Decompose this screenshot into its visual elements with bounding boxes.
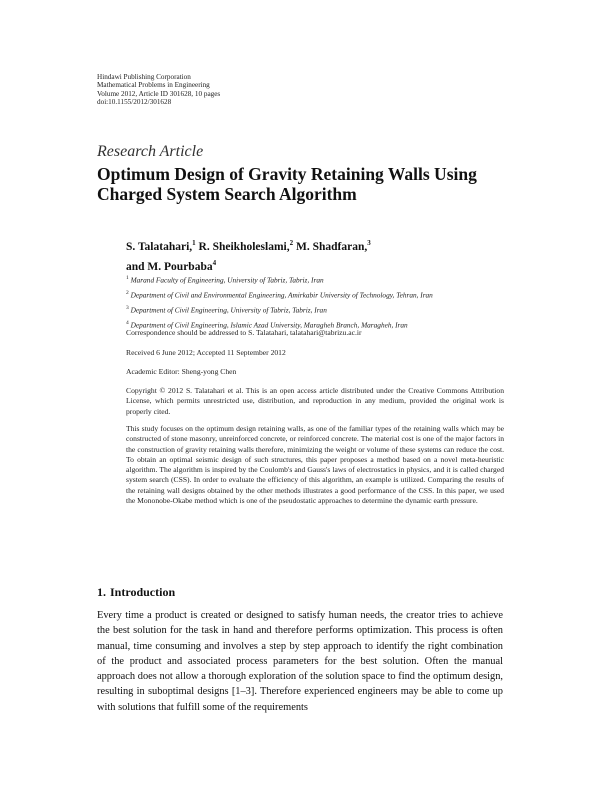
author-name: S. Talatahari, <box>126 240 193 253</box>
author-name: M. Shadfaran, <box>293 240 368 253</box>
doi-line: doi:10.1155/2012/301628 <box>97 98 172 107</box>
affiliation-mark: 3 <box>126 304 129 311</box>
affiliation-mark: 2 <box>126 289 129 296</box>
paper-title: Optimum Design of Gravity Retaining Walls Using Charged System Search Algorithm <box>97 164 477 204</box>
affiliation-text: Marand Faculty of Engineering, University of Tabriz, Tabriz, Iran <box>130 275 324 285</box>
author-line-1 <box>126 235 516 255</box>
publisher-line: Hindawi Publishing Corporation <box>97 73 191 81</box>
author-name: and M. Pourbaba <box>126 260 213 273</box>
affiliation-text: Department of Civil Engineering, University of Tabriz, Tabriz, Iran <box>130 305 327 315</box>
section-heading <box>97 585 179 600</box>
affiliation-item <box>126 272 516 287</box>
affiliation-mark: 1 <box>126 275 129 281</box>
section-number: 1. <box>97 585 106 599</box>
journal-name-line: Mathematical Problems in Engineering <box>97 81 210 90</box>
section-title-text: Introduction <box>110 585 176 599</box>
copyright-notice: Copyright © 2012 S. Talatahari et al. This is an open access article distributed under the Creative Commons Attribution License, which permits unrestricted use, distribution, and reproduction in any medium, provided the original work is properly cited. <box>126 386 504 416</box>
affiliation-item <box>126 302 516 317</box>
affiliation-list <box>126 272 516 332</box>
volume-line: Volume 2012, Article ID 301628, 10 pages <box>97 89 221 98</box>
section-body-text: Every time a product is created or designed to satisfy human needs, the creator tries to achieve the best solution for the task in hand and therefore performs optimization. This process is often manual, time consuming and involves a step by step approach to identify the right combination of the product and associated process parameters for the best solution. Often the manual approach does not allow a thorough exploration of the solution space to find the optimum design, resulting in suboptimal designs [1–3]. Therefore experienced engineers may be able to come up with solutions that fulfill some of the requirements <box>97 610 503 713</box>
author-affil-mark: 2 <box>289 239 294 247</box>
author-list <box>126 235 516 275</box>
article-type: Research Article <box>97 143 204 160</box>
affiliation-text: Department of Civil and Environmental Engineering, Amirkabir University of Technology, Tehran, Iran <box>130 290 433 300</box>
affiliation-text: Department of Civil Engineering, Islamic Azad University, Maragheh Branch, Maragheh, Iran <box>130 320 408 330</box>
academic-editor: Academic Editor: Sheng-yong Chen <box>126 367 237 376</box>
correspondence-note: Correspondence should be addressed to S. Talatahari, talatahari@tabrizu.ac.ir <box>126 328 362 337</box>
author-affil-mark: 3 <box>367 239 371 247</box>
author-name: R. Sheikholeslami, <box>195 240 290 253</box>
affiliation-item <box>126 287 516 302</box>
received-dates: Received 6 June 2012; Accepted 11 September 2012 <box>126 348 286 357</box>
affiliation-mark: 4 <box>126 319 129 326</box>
author-affil-mark: 1 <box>192 239 196 247</box>
author-affil-mark: 4 <box>212 258 217 267</box>
abstract-text: This study focuses on the optimum design retaining walls, as one of the familiar types of the retaining walls which may be constructed of stone masonry, unreinforced concrete, or reinforced concrete. The material cost is one of the major factors in the construction of gravity retaining walls therefore, minimizing the weight or volume of these systems can reduce the cost. To obtain an optimal seismic design of such structures, this paper proposes a method based on a novel meta-heuristic algorithm. The algorithm is inspired by the Coulomb's and Gauss's laws of electrostatics in physics, and it is called charged system search (CSS). In order to evaluate the efficiency of this algorithm, an example is utilized. Comparing the results of the retaining wall designs obtained by the other methods illustrates a good performance of the CSS. In this paper, we used the Mononobe-Okabe method which is one of the pseudostatic approaches to determine the dynamic earth pressure. <box>126 424 504 506</box>
journal-header <box>97 73 220 107</box>
